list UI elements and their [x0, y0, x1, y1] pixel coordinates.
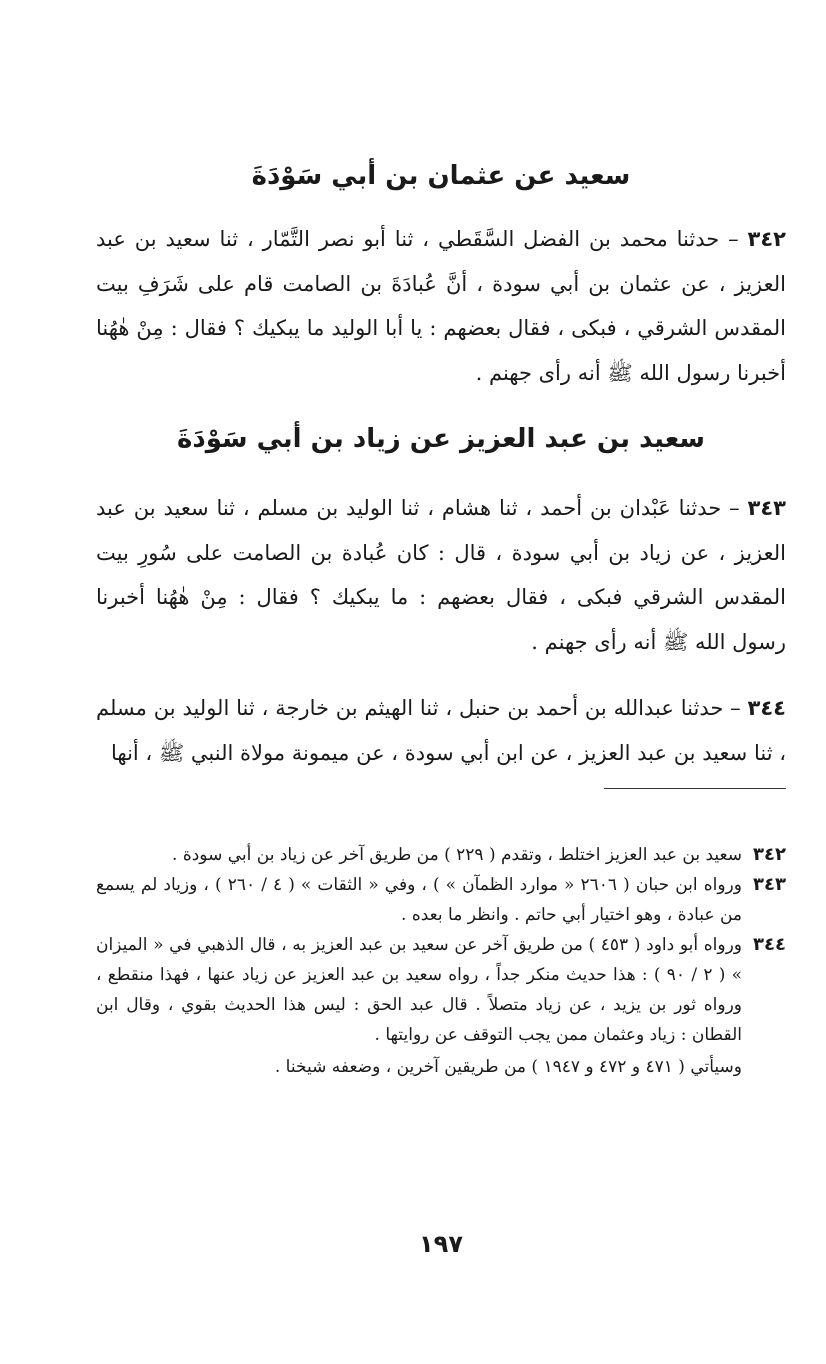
footnote-343 [96, 870, 786, 930]
section-heading-1: سعيد عن عثمان بن أبي سَوْدَةَ [251, 161, 631, 191]
footnote-number: ٣٤٢ [753, 844, 786, 865]
footnote-number: ٣٤٤ [753, 934, 786, 955]
hadith-343 [96, 486, 786, 664]
footnote-344 [96, 930, 786, 1050]
book-page [96, 0, 786, 1364]
hadith-number: ٣٤٣ [747, 496, 786, 520]
footnote-342 [96, 840, 786, 870]
hadith-text: – حدثنا عبدالله بن أحمد بن حنبل ، ثنا الهيثم بن خارجة ، ثنا الوليد بن مسلم ، ثنا سعيد بن عبد العزيز ، عن ابن أبي سودة ، عن ميمونة مولاة النبي ﷺ ، أنها [96, 696, 786, 765]
hadith-number: ٣٤٢ [747, 227, 786, 251]
footnote-divider [604, 788, 786, 789]
section-heading-2: سعيد بن عبد العزيز عن زياد بن أبي سَوْدَةَ [177, 424, 705, 454]
page-number: ١٩٧ [419, 1230, 463, 1258]
footnote-number: ٣٤٣ [753, 874, 786, 895]
hadith-text: – حدثنا عَبْدان بن أحمد ، ثنا هشام ، ثنا الوليد بن مسلم ، ثنا سعيد بن عبد العزيز ، عن زياد بن أبي سودة ، قال : كان عُبادة بن الصامت على سُورِ بيت المقدس الشرقي فبكى ، فقال بعضهم : ما يبكيك ؟ فقال : مِنْ هٰهُنا أخبرنا رسول الله ﷺ أنه رأى جهنم . [96, 496, 786, 654]
hadith-text: – حدثنا محمد بن الفضل السَّقَطي ، ثنا أبو نصر التَّمّار ، ثنا سعيد بن عبد العزيز ، عن عثمان بن أبي سودة ، أنَّ عُبادَةَ بن الصامت قام على شَرَفِ بيت المقدس الشرقي ، فبكى ، فقال بعضهم : يا أبا الوليد ما يبكيك ؟ فقال : مِنْ هٰهُنا أخبرنا رسول الله ﷺ أنه رأى جهنم . [96, 227, 786, 385]
hadith-344 [96, 686, 786, 775]
footnote-text: ورواه أبو داود ( ٤٥٣ ) من طريق آخر عن سعيد بن عبد العزيز به ، قال الذهبي في « الميزان » ( ٢ / ٩٠ ) : هذا حديث منكر جداً ، رواه سعيد بن عبد العزيز عن زياد عنها ، فهذا منقطع ، ورواه ثور بن يزيد ، عن زياد متصلاً . قال عبد الحق : ليس هذا الحديث بقوي ، وقال ابن القطان : زياد وعثمان ممن يجب التوقف عن روايتها . [96, 935, 742, 1045]
footnote-text: سعيد بن عبد العزيز اختلط ، وتقدم ( ٢٢٩ ) من طريق آخر عن زياد بن أبي سودة . [172, 845, 742, 865]
hadith-number: ٣٤٤ [747, 696, 786, 720]
footnote-text: ورواه ابن حبان ( ٢٦٠٦ « موارد الظمآن » ) ، وفي « الثقات » ( ٤ / ٢٦٠ ) ، وزياد لم يسمع من عبادة ، وهو اختيار أبي حاتم . وانظر ما بعده . [96, 875, 742, 925]
hadith-342 [96, 217, 786, 395]
footnote-continuation: وسيأتي ( ٤٧١ و ٤٧٢ و ١٩٤٧ ) من طريقين آخرين ، وضعفه شيخنا . [274, 1057, 742, 1077]
footnotes [96, 840, 786, 1082]
